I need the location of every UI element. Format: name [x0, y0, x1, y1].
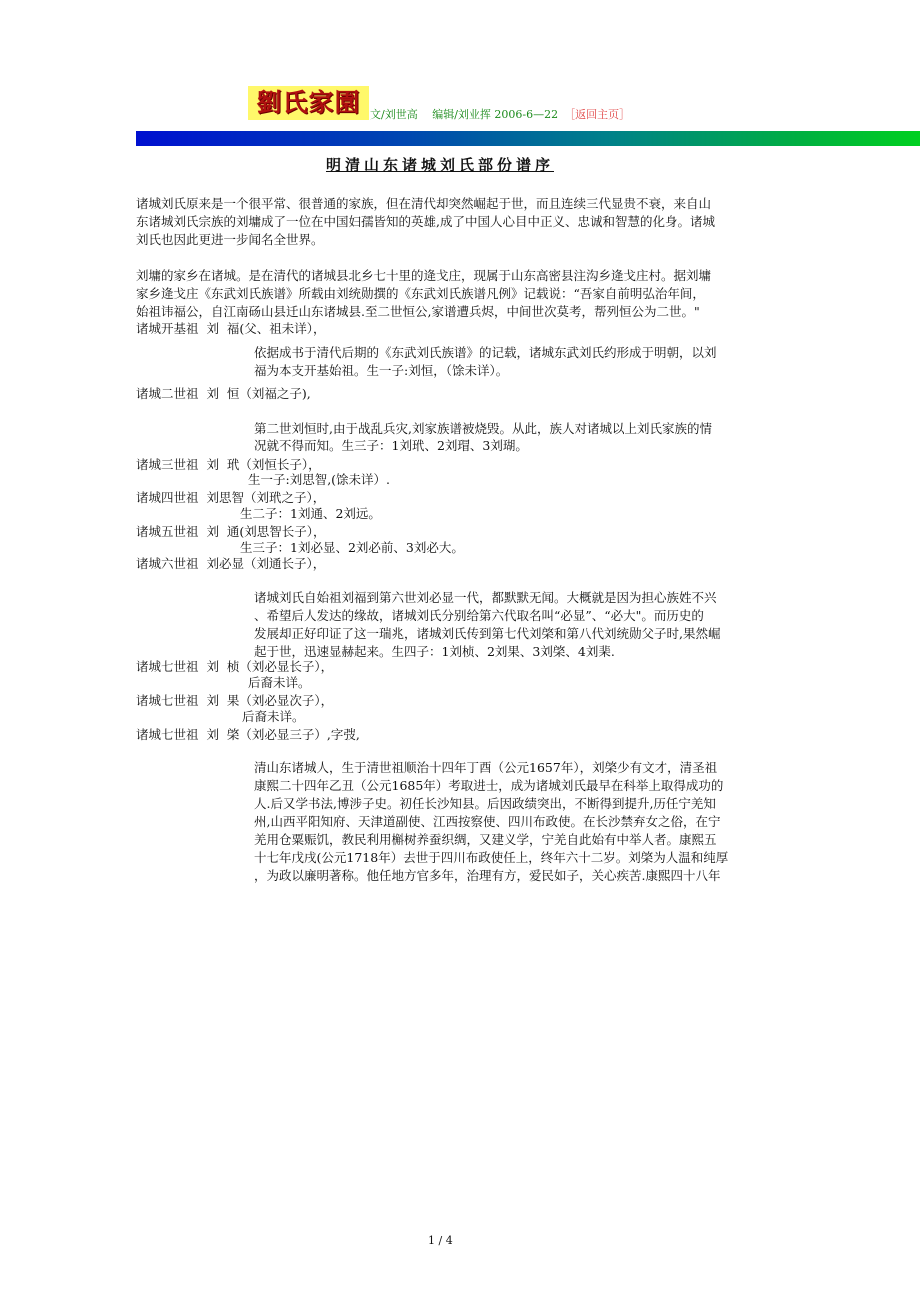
text-line: 生一子:刘思智,(馀未详）. — [248, 472, 391, 487]
site-logo[interactable]: 劉氏家園 — [248, 86, 369, 120]
text-line: 诸城七世祖 刘 桢（刘必显长子）， — [136, 659, 334, 674]
text-line: 生二子：1刘通、2刘远。 — [240, 506, 381, 521]
text-line: 诸城七世祖 刘 棨（刘必显三子）,字弢, — [136, 727, 360, 742]
text-line: 后裔未详。 — [248, 675, 311, 690]
text-line: 诸城三世祖 刘 玳（刘恒长子）， — [136, 457, 321, 472]
text-line: 十七年戊戌(公元1718年）去世于四川布政使任上，终年六十二岁。刘棨为人温和纯厚 — [254, 850, 729, 865]
text-line: 州,山西平阳知府、天津道副使、江西按察使、四川布政使。在长沙禁弃女之俗，在宁 — [254, 814, 721, 829]
text-line: 羌用仓粟赈饥，教民利用槲树养蚕织绸，又建义学，宁羌自此始有中举人者。康熙五 — [254, 832, 717, 847]
text-line: 、希望后人发达的缘故，诸城刘氏分别给第六代取名叫“必显”、“必大"。而历史的 — [254, 608, 704, 623]
text-line: 诸城刘氏自始祖刘福到第六世刘必显一代，都默默无闻。大概就是因为担心族姓不兴 — [254, 590, 717, 605]
text-line: 清山东诸城人，生于清世祖顺治十四年丁酉（公元1657年），刘棨少有文才，清圣祖 — [254, 760, 718, 775]
text-line: 诸城七世祖 刘 果（刘必显次子）， — [136, 693, 334, 708]
page-title: 明清山东诸城刘氏部份谱序 — [325, 156, 554, 174]
text-line: 诸城开基祖 刘 福(父、祖未详）， — [136, 321, 326, 336]
text-line: 刘墉的家乡在诸城。是在清代的诸城县北乡七十里的逄戈庄，现属于山东高密县注沟乡逄戈庄村。据刘墉 — [136, 268, 712, 283]
text-line: 东诸城刘氏宗族的刘墉成了一位在中国妇孺皆知的英雄,成了中国人心目中正义、忠诚和智慧的化身。诸城 — [136, 214, 715, 229]
text-line: 诸城五世祖 刘 通(刘思智长子）， — [136, 524, 326, 539]
byline — [370, 106, 630, 122]
text-line: 起于世，迅速显赫起来。生四子：1刘桢、2刘果、3刘棨、4刘棐. — [254, 644, 615, 659]
text-line: 康熙二十四年乙丑（公元1685年）考取进士，成为诸城刘氏最早在科举上取得成功的 — [254, 778, 724, 793]
text-line: 福为本支开基始祖。生一子:刘恒，（馀未详）。 — [254, 363, 509, 378]
text-line: 生三子：1刘必显、2刘必前、3刘必大。 — [240, 540, 464, 555]
text-line: 第二世刘恒时,由于战乱兵灾,刘家族谱被烧毁。从此，族人对诸城以上刘氏家族的情 — [254, 421, 712, 436]
text-line: 依据成书于清代后期的《东武刘氏族谱》的记载，诸城东武刘氏约形成于明朝，以刘 — [254, 345, 717, 360]
author-editor-date: 文/刘世高 编辑/刘业挥 2006-6—22 — [370, 108, 559, 121]
text-line: 人.后又学书法,博涉子史。初任长沙知县。后因政绩突出，不断得到提升,历任宁羌知 — [254, 796, 716, 811]
text-line: 发展却正好印证了这一瑞兆，诸城刘氏传到第七代刘棨和第八代刘统勋父子时,果然崛 — [254, 626, 721, 641]
text-line: 刘氏也因此更进一步闻名全世界。 — [136, 232, 324, 247]
back-to-home-link[interactable]: ［返回主页］ — [564, 108, 631, 121]
text-line: 后裔未详。 — [242, 709, 305, 724]
text-line: 始祖讳福公，自江南砀山县迁山东诸城县.至二世恒公,家谱遭兵烬，中间世次莫考，帮列恒公为二世。" — [136, 304, 700, 319]
page-number: 1 / 4 — [428, 1234, 453, 1247]
text-line: 家乡逄戈庄《东武刘氏族谱》所载由刘统勋撰的《东武刘氏族谱凡例》记载说：“吾家自前明弘治年间， — [136, 286, 705, 301]
text-line: 诸城刘氏原来是一个很平常、很普通的家族，但在清代却突然崛起于世，而且连续三代显贵不衰，来自山 — [136, 196, 712, 211]
text-line: ，为政以廉明著称。他任地方官多年，治理有方，爱民如子，关心疾苦.康熙四十八年 — [254, 868, 721, 883]
gradient-divider — [136, 131, 920, 146]
text-line: 诸城二世祖 刘 恒（刘福之子), — [136, 386, 311, 401]
text-line: 诸城四世祖 刘思智（刘玳之子）， — [136, 490, 326, 505]
text-line: 诸城六世祖 刘必显（刘通长子）， — [136, 556, 326, 571]
text-line: 况就不得而知。生三子：1刘玳、2刘瑁、3刘瑚。 — [254, 438, 528, 453]
